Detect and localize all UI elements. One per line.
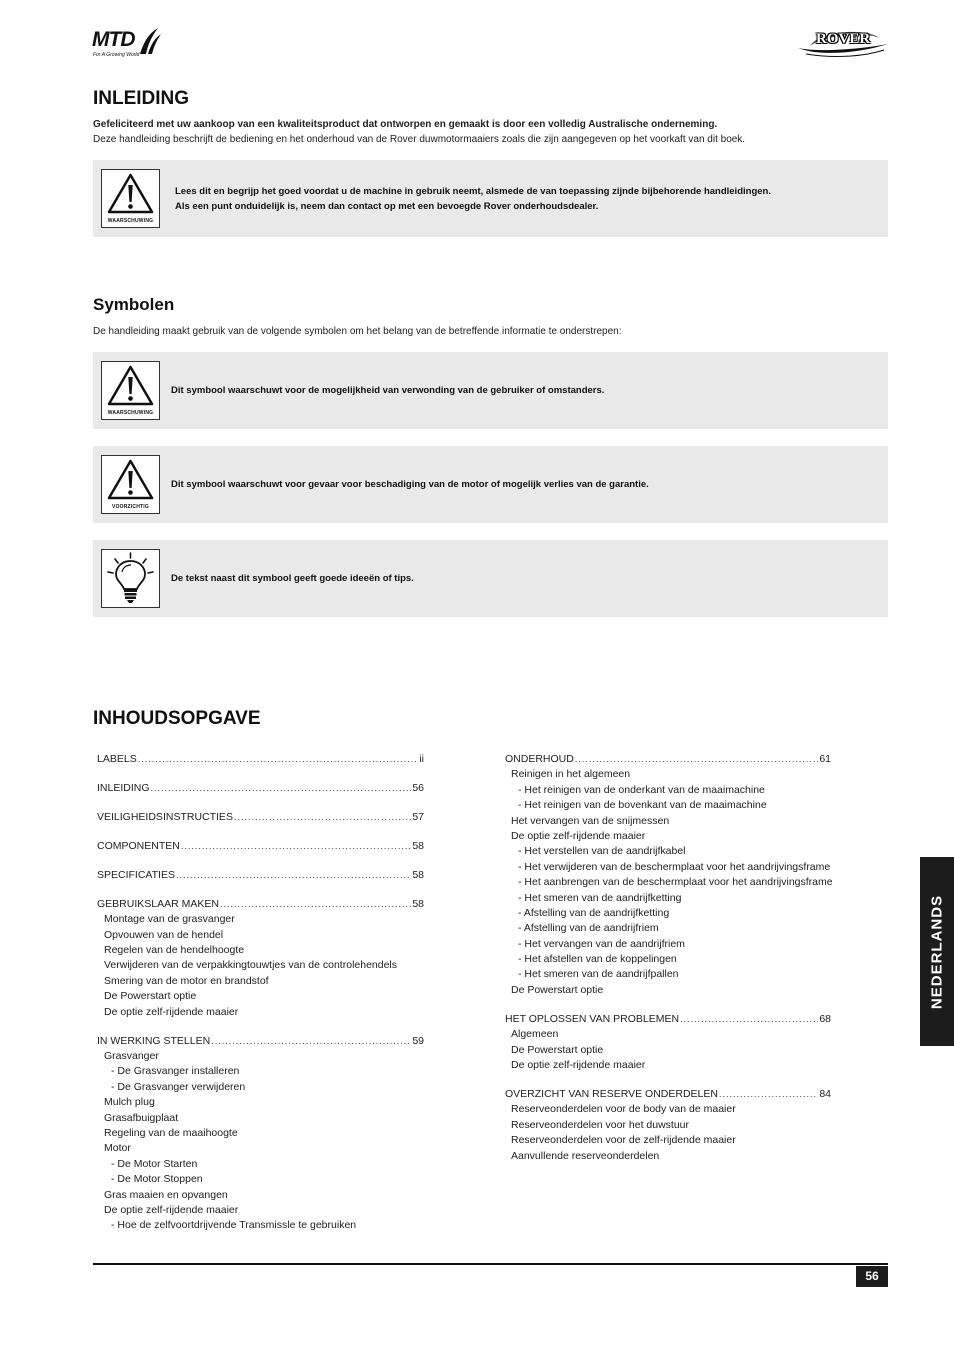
- toc-subsubentry[interactable]: - Het reinigen van de bovenkant van de maaimachine: [518, 799, 767, 812]
- toc-entry[interactable]: [505, 752, 831, 767]
- toc-entry-title: ONDERHOUD: [505, 753, 574, 765]
- symbol-tip-icon-box: [101, 549, 160, 608]
- toc-entry-title: GEBRUIKSLAAR MAKEN: [97, 897, 219, 910]
- toc-subentry[interactable]: Opvouwen van de hendel: [104, 928, 224, 941]
- rover-logo: [796, 26, 890, 60]
- toc-entry-page: 84: [819, 1088, 831, 1100]
- toc-entry-title: HET OPLOSSEN VAN PROBLEMEN: [505, 1012, 680, 1025]
- toc-subsubentry[interactable]: - Het reinigen van de onderkant van de maaimachine: [518, 783, 765, 796]
- toc-subentry[interactable]: De Powerstart optie: [511, 1043, 604, 1056]
- lightbulb-icon: [102, 550, 159, 607]
- toc-subsubentry[interactable]: - Afstelling van de aandrijfketting: [518, 906, 670, 919]
- toc-leader-dots: [575, 752, 818, 767]
- toc-entry-page: 59: [412, 1034, 424, 1047]
- toc-subsubentry[interactable]: - Hoe de zelfvoortdrijvende Transmissle te gebruiken: [111, 1219, 357, 1232]
- mtd-logo: [92, 26, 162, 60]
- toc-entry-page: 58: [412, 839, 424, 852]
- toc-entry-page: 57: [412, 810, 424, 823]
- symbols-intro: De handleiding maakt gebruik van de volgende symbolen om het belang van de betreffende informatie te onderstrepen:: [93, 326, 622, 337]
- toc-subsubentry[interactable]: - Het verwijderen van de beschermplaat voor het aandrijvingsframe: [518, 860, 831, 873]
- toc-right-column: [505, 752, 831, 1164]
- toc-entry[interactable]: [97, 839, 424, 854]
- toc-subentry[interactable]: De optie zelf-rijdende maaier: [511, 829, 646, 842]
- toc-subsubentry[interactable]: - Het smeren van de aandrijfpallen: [518, 968, 679, 981]
- mtd-tagline: For A Growing World: [93, 52, 140, 58]
- toc-entry-page: 58: [412, 868, 424, 881]
- toc-subsubentry[interactable]: - Het afstellen van de koppelingen: [518, 953, 677, 966]
- toc-entry-page: 56: [412, 781, 424, 794]
- toc-entry-title: VEILIGHEIDSINSTRUCTIES: [97, 810, 233, 823]
- toc-subentry[interactable]: Montage van de grasvanger: [104, 913, 235, 926]
- toc-leader-dots: [680, 1012, 818, 1027]
- toc-spacer: [505, 1073, 831, 1087]
- toc-subsubentry[interactable]: - Het smeren van de aandrijfketting: [518, 891, 682, 904]
- toc-subentry[interactable]: Aanvullende reserveonderdelen: [511, 1149, 660, 1162]
- toc-subentry[interactable]: Reinigen in het algemeen: [511, 768, 631, 781]
- toc-subsubentry[interactable]: - De Motor Stoppen: [111, 1173, 203, 1186]
- toc-entry-title: IN WERKING STELLEN: [97, 1034, 211, 1047]
- toc-entry[interactable]: [97, 781, 424, 796]
- intro-warning-line2: Als een punt onduidelijk is, neem dan contact op met een bevoegde Rover onderhoudsdealer.: [175, 201, 599, 212]
- toc-spacer: [97, 796, 424, 810]
- toc-subentry[interactable]: Gras maaien en opvangen: [104, 1188, 228, 1201]
- footer-rule: [93, 1263, 888, 1265]
- symbol-warning-text: Dit symbool waarschuwt voor de mogelijkheid van verwonding van de gebruiker of omstanders.: [171, 385, 605, 396]
- toc-leader-dots: [220, 897, 411, 912]
- intro-title: INLEIDING: [93, 88, 190, 109]
- toc-spacer: [97, 1020, 424, 1034]
- toc-entry[interactable]: [97, 1034, 424, 1049]
- toc-leader-dots: [211, 1034, 411, 1049]
- toc-entry-title: COMPONENTEN: [97, 839, 180, 852]
- language-side-tab-label: NEDERLANDS: [928, 894, 946, 1009]
- toc-left-column: [97, 752, 424, 1234]
- toc-subentry[interactable]: Grasafbuigplaat: [104, 1111, 179, 1124]
- toc-subentry[interactable]: Smering van de motor en brandstof: [104, 974, 269, 987]
- intro-warning-text: [175, 184, 875, 214]
- mtd-leaf-icon: [138, 26, 162, 56]
- toc-subentry[interactable]: Regelen van de hendelhoogte: [104, 944, 245, 957]
- symbols-title: Symbolen: [93, 295, 175, 314]
- toc-subsubentry[interactable]: - Afstelling van de aandrijfriem: [518, 922, 659, 935]
- toc-spacer: [505, 998, 831, 1012]
- toc-subentry[interactable]: Verwijderen van de verpakkingtouwtjes van de controlehendels: [104, 959, 398, 972]
- intro-warning-box: [93, 160, 888, 237]
- language-side-tab: [920, 857, 954, 1046]
- toc-entry-title: OVERZICHT VAN RESERVE ONDERDELEN: [505, 1088, 718, 1100]
- symbol-tip-text: De tekst naast dit symbool geeft goede ideeën of tips.: [171, 573, 414, 584]
- symbol-caution-text: Dit symbool waarschuwt voor gevaar voor beschadiging van de motor of mogelijk verlies van de garantie.: [171, 479, 649, 490]
- toc-entry-page: 58: [412, 897, 424, 910]
- symbol-caution-label: VOORZICHTIG: [112, 504, 149, 510]
- toc-leader-dots: [151, 781, 412, 796]
- toc-subentry[interactable]: De optie zelf-rijdende maaier: [511, 1059, 646, 1072]
- symbol-warning-icon-box: [101, 361, 160, 420]
- rover-logo-text: ROVER: [816, 31, 871, 47]
- toc-subentry[interactable]: Motor: [104, 1142, 131, 1155]
- toc-entry-title: INLEIDING: [97, 781, 150, 794]
- toc-subentry[interactable]: Het vervangen van de snijmessen: [511, 814, 670, 827]
- toc-subentry[interactable]: Regeling van de maaihoogte: [104, 1126, 238, 1139]
- toc-entry[interactable]: [97, 868, 424, 883]
- intro-line: Deze handleiding beschrijft de bediening en het onderhoud van de Rover duwmotormaaiers zoals die zijn aangegeven op het voorkaft van dit boek.: [93, 134, 746, 145]
- toc-subentry[interactable]: De optie zelf-rijdende maaier: [104, 1203, 239, 1216]
- toc-entry[interactable]: [97, 752, 424, 767]
- toc-subsubentry[interactable]: - De Motor Starten: [111, 1157, 198, 1170]
- mtd-logo-text: MTD: [92, 28, 135, 51]
- toc-leader-dots: [176, 868, 411, 883]
- intro-warning-line1: Lees dit en begrijp het goed voordat u de machine in gebruik neemt, alsmede de van toepassing zijnde bijbehorende handleidingen.: [175, 186, 771, 197]
- intro-bold-line: Gefeliciteerd met uw aankoop van een kwaliteitsproduct dat ontworpen en gemaakt is door een volledig Australische onderneming.: [93, 119, 718, 130]
- toc-entry-title: LABELS: [97, 753, 137, 765]
- toc-subentry[interactable]: Reserveonderdelen voor de zelf-rijdende maaier: [511, 1134, 736, 1147]
- page-number: 56: [856, 1266, 888, 1287]
- toc-leader-dots: [138, 752, 419, 767]
- symbol-tip-box: [93, 540, 888, 617]
- toc-spacer: [97, 825, 424, 839]
- toc-subentry[interactable]: Reserveonderdelen voor de body van de maaier: [511, 1103, 736, 1116]
- toc-subsubentry[interactable]: - Het verstellen van de aandrijfkabel: [518, 845, 686, 858]
- toc-entry-title: SPECIFICATIES: [97, 868, 175, 881]
- toc-subsubentry[interactable]: - Het aanbrengen van de beschermplaat voor het aandrijvingsframe: [518, 876, 833, 889]
- toc-subsubentry[interactable]: - Het vervangen van de aandrijfriem: [518, 937, 685, 950]
- toc-entry[interactable]: [505, 1012, 831, 1027]
- toc-entry-page: 68: [819, 1012, 831, 1025]
- toc-entry[interactable]: [97, 897, 424, 912]
- toc-subentry[interactable]: De Powerstart optie: [104, 990, 197, 1003]
- toc-entry-page: ii: [419, 753, 424, 765]
- symbol-caution-box: [93, 446, 888, 523]
- warning-icon-box: [101, 169, 160, 228]
- intro-text: [93, 117, 893, 147]
- toc-subsubentry[interactable]: - De Grasvanger verwijderen: [111, 1080, 246, 1093]
- toc-subsubentry[interactable]: - De Grasvanger installeren: [111, 1065, 240, 1078]
- toc-leader-dots: [234, 810, 411, 825]
- toc-entry[interactable]: [505, 1087, 831, 1102]
- toc-subentry[interactable]: De Powerstart optie: [511, 983, 604, 996]
- toc-spacer: [97, 854, 424, 868]
- toc-spacer: [97, 883, 424, 897]
- toc-subentry[interactable]: Grasvanger: [104, 1050, 159, 1063]
- symbol-warning-box: [93, 352, 888, 429]
- warning-icon-label: WAARSCHUWING: [107, 218, 154, 224]
- toc-subentry[interactable]: Reserveonderdelen voor het duwstuur: [511, 1118, 690, 1131]
- toc-entry[interactable]: [97, 810, 424, 825]
- toc-subentry[interactable]: Algemeen: [511, 1028, 559, 1041]
- toc-subentry[interactable]: De optie zelf-rijdende maaier: [104, 1005, 239, 1018]
- toc-entry-page: 61: [819, 753, 831, 765]
- toc-leader-dots: [719, 1087, 818, 1102]
- toc-leader-dots: [181, 839, 411, 854]
- symbol-warning-label: WAARSCHUWING: [107, 410, 154, 416]
- toc-title: INHOUDSOPGAVE: [93, 708, 261, 729]
- symbol-caution-icon-box: [101, 455, 160, 514]
- toc-subentry[interactable]: Mulch plug: [104, 1096, 155, 1109]
- toc-spacer: [97, 767, 424, 781]
